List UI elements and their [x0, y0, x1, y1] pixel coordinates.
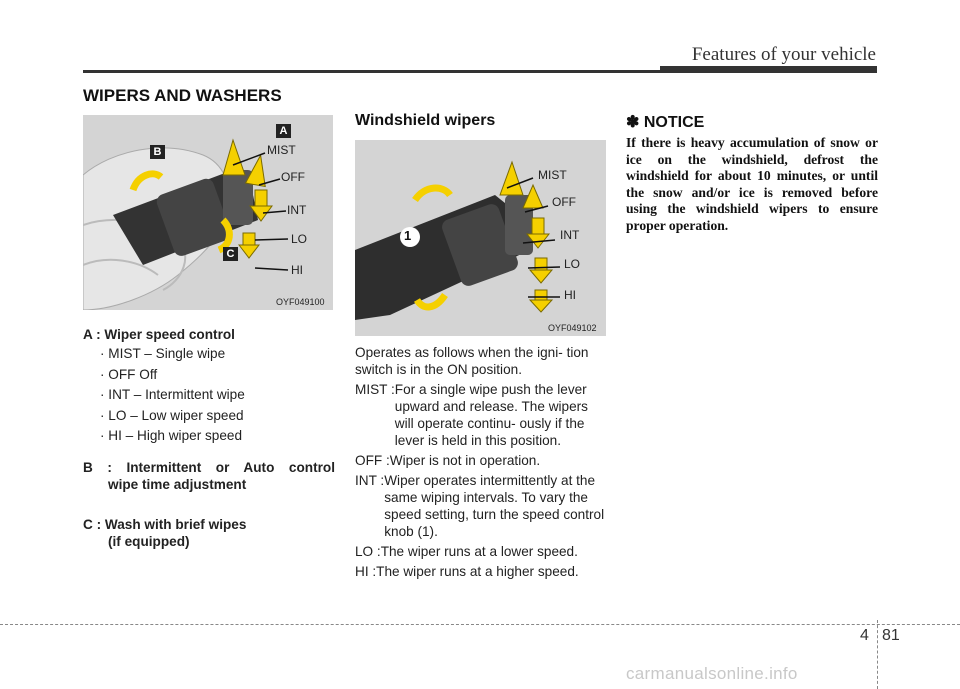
position-label-mist: MIST — [538, 168, 567, 182]
position-label-lo: LO — [291, 232, 308, 246]
legend-c-line1: C : Wash with brief wipes — [83, 516, 247, 532]
wiper-lever-figure-right — [355, 140, 606, 336]
wipers-row-key: INT : — [355, 473, 385, 488]
chapter-number: 4 — [860, 627, 869, 644]
wipers-intro: Operates as follows when the igni- tion switch is in the ON position. — [355, 345, 589, 377]
legend-a-item: · INT – Intermittent wipe — [100, 387, 245, 402]
header-title: Features of your vehicle — [691, 44, 876, 65]
header-rule-accent — [660, 66, 877, 73]
figure-label-c: C — [223, 247, 238, 261]
wipers-row-lo — [355, 543, 606, 560]
legend-a-item: · OFF Off — [100, 366, 158, 382]
wipers-row-key: LO : — [355, 544, 381, 559]
legend-c-line2: (if equipped) — [108, 533, 190, 549]
legend-column — [83, 325, 335, 550]
wipers-row-text: Wiper is not in operation. — [389, 453, 541, 468]
position-label-off: OFF — [552, 195, 576, 209]
wipers-title: Windshield wipers — [355, 112, 496, 129]
wipers-row-text: The wiper runs at a lower speed. — [380, 544, 578, 559]
wipers-row-off — [355, 452, 606, 469]
notice-body: If there is heavy accumulation of snow or ice on the windshield, defrost the windshield for about 10 minutes, or until the snow and/or ice is removed before using the windshield wipers to ensure proper operation. — [626, 135, 878, 233]
position-label-int: INT — [560, 228, 580, 242]
wipers-row-text: Wiper operates intermittently at the same wiping intervals. To vary the speed setting, turn the speed control knob (1). — [384, 473, 605, 539]
legend-a-item: · LO – Low wiper speed — [100, 407, 244, 423]
footer-rule — [0, 624, 960, 625]
figure-label-a: A — [276, 124, 291, 138]
figure-code: OYF049102 — [548, 323, 597, 333]
wipers-row-text: For a single wipe push the lever upward and release. The wipers will operate continu- ously if the lever is held in this position. — [394, 382, 588, 448]
notice-title: ✽ NOTICE — [626, 114, 705, 131]
wipers-row-key: OFF : — [355, 453, 390, 468]
position-label-off: OFF — [281, 170, 305, 184]
legend-a-item: · HI – High wiper speed — [100, 428, 243, 443]
section-title: WIPERS AND WASHERS — [83, 86, 282, 105]
position-label-mist: MIST — [267, 143, 296, 157]
figure-label-b: B — [150, 145, 165, 159]
footer-divider — [877, 620, 878, 689]
wipers-row-hi — [355, 563, 606, 580]
wipers-row-key: HI : — [355, 564, 377, 579]
position-label-lo: LO — [564, 257, 581, 271]
legend-a-item: · MIST – Single wipe — [100, 346, 226, 361]
legend-b-line1: B : Intermittent or Auto control — [83, 459, 335, 475]
wipers-row-int — [355, 472, 606, 540]
position-label-hi: HI — [564, 288, 576, 302]
wipers-row-key: MIST : — [355, 382, 395, 397]
wipers-row-mist — [355, 381, 606, 449]
legend-c — [83, 516, 335, 550]
position-label-hi: HI — [291, 263, 303, 277]
wipers-row-text: The wiper runs at a higher speed. — [376, 564, 579, 579]
watermark: carmanualsonline.info — [626, 664, 798, 683]
wiper-lever-figure-left — [83, 115, 333, 310]
position-label-int: INT — [287, 203, 307, 217]
page-number: 81 — [882, 627, 900, 644]
wipers-column — [355, 344, 606, 580]
legend-b — [83, 459, 335, 493]
legend-a-title: A : Wiper speed control — [83, 327, 235, 342]
knob-number: 1 — [404, 228, 412, 243]
figure-code: OYF049100 — [276, 297, 325, 307]
legend-b-line2: wipe time adjustment — [108, 476, 247, 492]
